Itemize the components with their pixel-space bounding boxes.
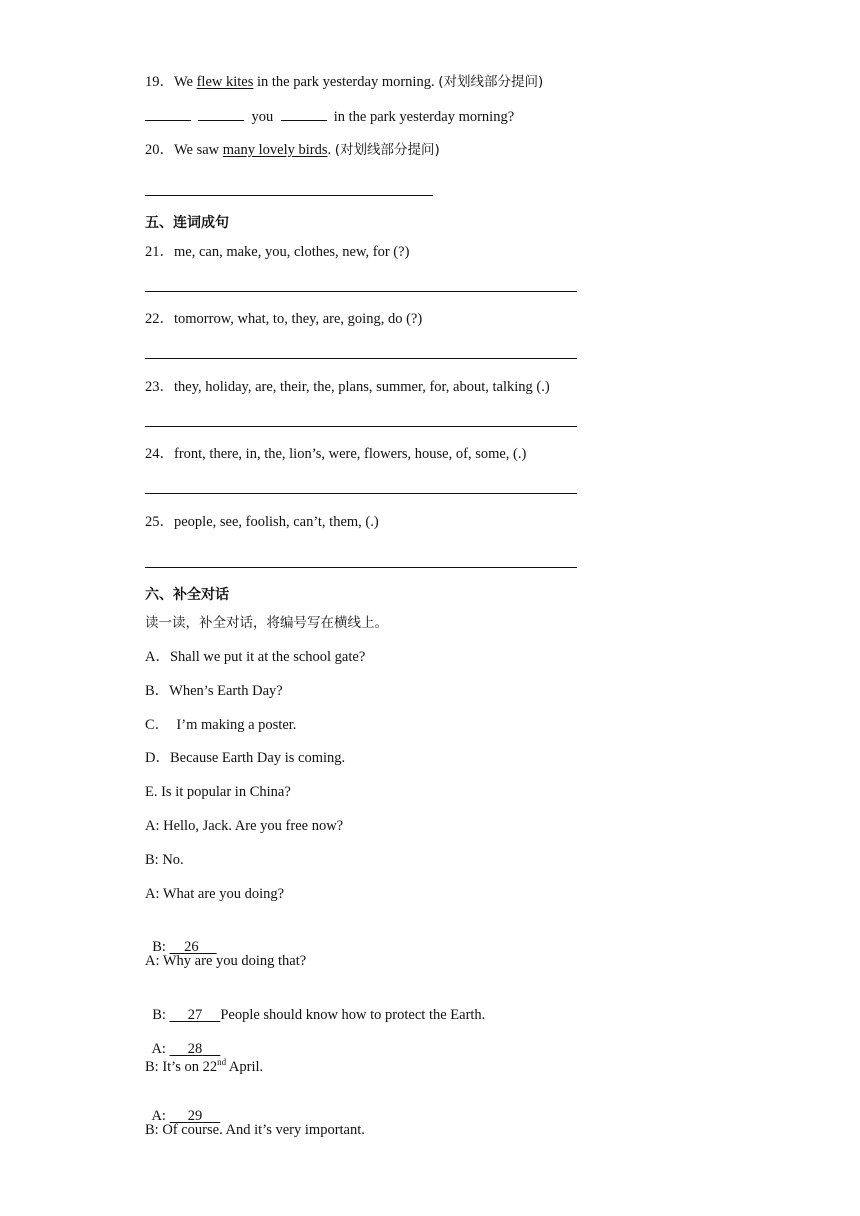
section-title: 五、连词成句 [145, 215, 229, 231]
answer-blank[interactable] [145, 106, 191, 121]
option-e: E. Is it popular in China? [145, 784, 291, 800]
answer-blank[interactable] [198, 106, 244, 121]
dialogue-line: A: What are you doing? [145, 886, 285, 902]
question-text: . [327, 142, 335, 158]
instruction-note: (对划线部分提问) [334, 142, 440, 158]
question-text: front, there, in, the, lion’s, were, flowers, house, of, some, (.) [174, 446, 527, 462]
dialogue-line [145, 1052, 263, 1077]
speaker: B: [152, 1007, 170, 1023]
instruction-note: (对划线部分提问) [438, 74, 544, 90]
option-c: C． I’m making a poster. [145, 717, 297, 733]
question-20 [145, 140, 440, 160]
option-a: A．Shall we put it at the school gate? [145, 649, 366, 665]
question-21 [145, 242, 409, 262]
question-text: they, holiday, are, their, the, plans, summer, for, about, talking (.) [174, 379, 550, 395]
blank-number: 26 [184, 939, 199, 955]
speaker: B: [152, 939, 170, 955]
answer-word: you [251, 109, 274, 125]
option-d: D．Because Earth Day is coming. [145, 750, 346, 766]
answer-rule-20[interactable] [145, 195, 433, 196]
option-b: B．When’s Earth Day? [145, 683, 283, 699]
question-number: 22． [145, 311, 174, 327]
answer-rule-23[interactable] [145, 426, 577, 427]
question-text: tomorrow, what, to, they, are, going, do (?) [174, 311, 423, 327]
answer-blank[interactable] [281, 106, 327, 121]
question-text: me, can, make, you, clothes, new, for (?) [174, 244, 410, 260]
dialogue-text: April. [226, 1058, 264, 1075]
question-text: people, see, foolish, can’t, them, (.) [174, 514, 379, 530]
answer-rule-21[interactable] [145, 291, 577, 292]
speaker: A: [151, 1108, 170, 1124]
blank-number: 29 [187, 1108, 203, 1124]
question-number: 20． [145, 142, 174, 158]
answer-line-19 [145, 106, 514, 127]
section-title: 六、补全对话 [145, 587, 229, 603]
ordinal-suffix: nd [217, 1057, 227, 1067]
question-number: 23． [145, 379, 174, 395]
answer-rule-25[interactable] [145, 567, 577, 568]
blank-number: 27 [187, 1007, 203, 1023]
dialogue-line: B: No. [145, 852, 184, 868]
dialogue-text: People should know how to protect the Earth. [220, 1007, 486, 1023]
question-text: We [174, 74, 197, 90]
speaker: A: [151, 1041, 170, 1057]
question-19 [145, 72, 543, 92]
question-24 [145, 444, 526, 464]
dialogue-line: A: Why are you doing that? [145, 953, 307, 969]
blank-number: 28 [187, 1041, 203, 1057]
question-text: in the park yesterday morning. [253, 74, 439, 90]
answer-tail: in the park yesterday morning? [333, 109, 515, 125]
question-number: 21． [145, 244, 174, 260]
dialogue-text: B: It’s on 22 [145, 1058, 218, 1075]
answer-rule-24[interactable] [145, 493, 577, 494]
question-25 [145, 512, 379, 532]
question-number: 25． [145, 514, 174, 530]
underlined-phrase: flew kites [196, 74, 254, 90]
dialogue-line: B: Of course. And it’s very important. [145, 1122, 365, 1138]
answer-rule-22[interactable] [145, 358, 577, 359]
question-23 [145, 377, 550, 397]
question-number: 19． [145, 74, 174, 90]
section-instruction: 读一读，补全对话，将编号写在横线上。 [145, 615, 388, 631]
dialogue-line: A: Hello, Jack. Are you free now? [145, 818, 344, 834]
question-22 [145, 309, 422, 329]
question-text: We saw [174, 142, 223, 158]
underlined-phrase: many lovely birds [222, 142, 328, 158]
question-number: 24． [145, 446, 174, 462]
